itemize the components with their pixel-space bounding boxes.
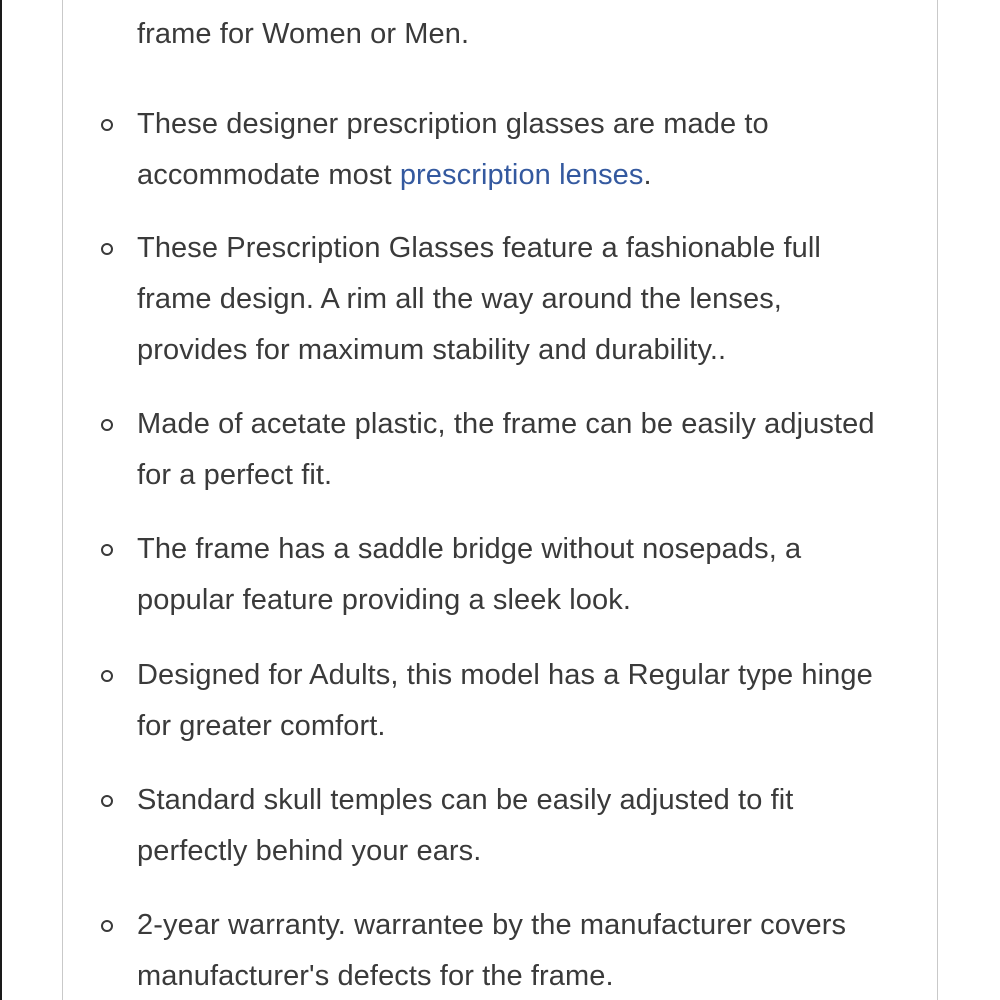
bullet-icon	[101, 119, 113, 131]
bullet-icon	[101, 419, 113, 431]
screen-edge-divider	[0, 0, 2, 1000]
prescription-lenses-link[interactable]: prescription lenses	[399, 159, 644, 191]
feature-item	[137, 99, 887, 201]
feature-text: The frame has a saddle bridge without nosepads, a popular feature providing a sleek look.	[137, 533, 802, 616]
bullet-icon	[101, 544, 113, 556]
feature-text: Designed for Adults, this model has a Regular type hinge for greater comfort.	[137, 659, 873, 742]
feature-item	[137, 650, 887, 752]
product-description-panel	[62, 0, 938, 1000]
feature-text: frame for Women or Men.	[137, 18, 470, 50]
bullet-icon	[101, 920, 113, 932]
feature-text-suffix: .	[643, 159, 652, 191]
feature-item	[137, 399, 887, 501]
bullet-icon	[101, 795, 113, 807]
feature-item	[137, 223, 887, 376]
feature-text: Standard skull temples can be easily adjusted to fit perfectly behind your ears.	[137, 784, 794, 867]
feature-text: These Prescription Glasses feature a fashionable full frame design. A rim all the way around the lenses, provides for maximum stability and durability..	[137, 232, 821, 366]
feature-item	[137, 524, 887, 626]
feature-text: These designer prescription glasses are made to accommodate most	[137, 108, 769, 191]
bullet-icon	[101, 670, 113, 682]
feature-item	[137, 775, 887, 877]
feature-item	[137, 0, 887, 60]
bullet-icon	[101, 243, 113, 255]
feature-text: 2-year warranty. warrantee by the manufacturer covers manufacturer's defects for the frame.	[137, 909, 847, 992]
feature-item	[137, 900, 887, 1000]
feature-text: Made of acetate plastic, the frame can be easily adjusted for a perfect fit.	[137, 408, 875, 491]
